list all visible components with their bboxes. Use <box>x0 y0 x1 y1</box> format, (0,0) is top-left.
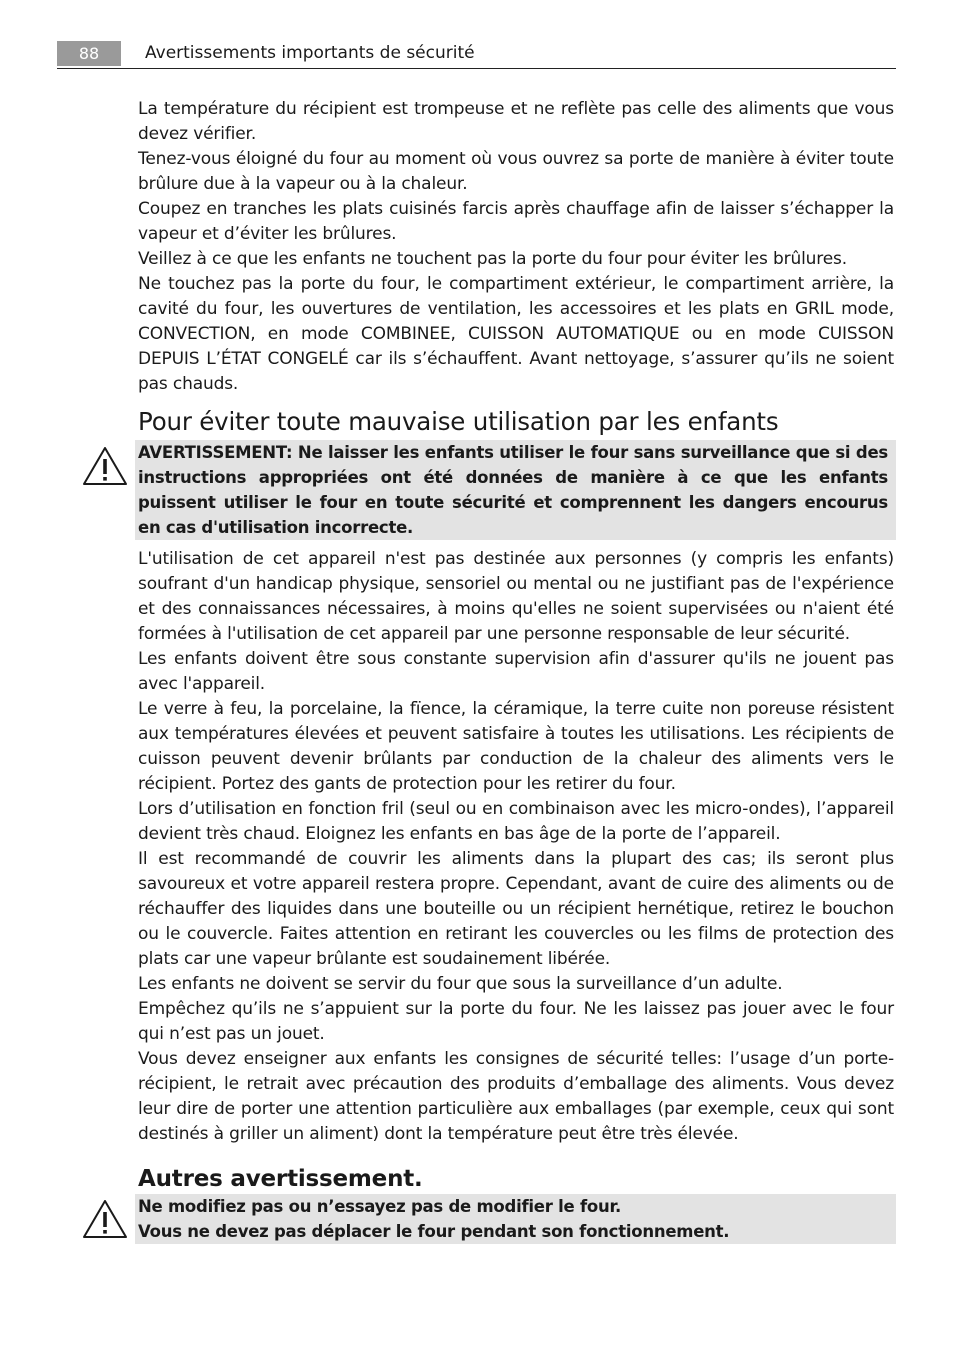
warning-triangle-icon <box>82 1199 128 1239</box>
body-paragraph: Les enfants doivent être sous constante supervision afin d'assurer qu'ils ne jouent pas avec l'appareil. <box>138 649 894 694</box>
running-title: Avertissements importants de sécurité <box>145 43 475 63</box>
body-paragraph: Le verre à feu, la porcelaine, la fïence, la céramique, la terre cuite non poreuse résistent aux températures élevées et peuvent satisfaire à toutes les utilisations. Les récipients de cuisson peuvent devenir brûlants par conduction de la chaleur des aliments vers le récipient. Portez des gants de protection pour les retirer du four. <box>138 699 894 794</box>
intro-paragraph: Coupez en tranches les plats cuisinés farcis après chauffage afin de laisser s’échapper la vapeur et d’éviter les brûlures. <box>138 199 894 244</box>
body-paragraph: L'utilisation de cet appareil n'est pas destinée aux personnes (y compris les enfants) soufrant d'un handicap physique, sensoriel ou mental ou ne justifiant pas de l'expérience et des connaissances nécessaires, à moins qu'elles ne soient supervisées ou n'aient été formées à l'utilisation de cet appareil par une personne responsable de leur sécurité. <box>138 549 894 644</box>
page-header <box>57 40 896 70</box>
section-title-other-warnings: Autres avertissement. <box>138 1166 423 1192</box>
body-paragraph: Les enfants ne doivent se servir du four que sous la surveillance d’un adulte. <box>138 974 783 994</box>
section-title-children: Pour éviter toute mauvaise utilisation par les enfants <box>138 407 779 436</box>
header-divider <box>57 68 896 69</box>
warning-text: AVERTISSEMENT: Ne laisser les enfants utiliser le four sans surveillance que si des instructions appropriées ont été données de manière à ce que les enfants puissent utiliser le four en toute sécurité et comprennent les dangers encourus en cas d'utilisation incorrecte. <box>138 443 888 537</box>
body-paragraph: Empêchez qu’ils ne s’appuient sur la porte du four. Ne les laissez pas jouer avec le four qui n’est pas un jouet. <box>138 999 894 1044</box>
intro-paragraph: Tenez-vous éloigné du four au moment où vous ouvrez sa porte de manière à éviter toute brûlure due à la vapeur ou à la chaleur. <box>138 149 894 194</box>
warning-box <box>135 440 896 540</box>
body-paragraph: Il est recommandé de couvrir les aliments dans la plupart des cas; ils seront plus savoureux et votre appareil restera propre. Cependant, avant de cuire des aliments ou de réchauffer des liquides dans une bouteille ou un récipient hernétique, retirez le bouchon ou le couvercle. Faites attention en retirant les couvercles ou les films de protection des plats car une vapeur brûlante est soudainement libérée. <box>138 849 894 969</box>
body-paragraph: Lors d’utilisation en fonction fril (seul ou en combinaison avec les micro-ondes), l’appareil devient très chaud. Eloignez les enfants en bas âge de la porte de l’appareil. <box>138 799 894 844</box>
intro-paragraph: La température du récipient est trompeuse et ne reflète pas celle des aliments que vous devez vérifier. <box>138 99 894 144</box>
page-number: 88 <box>57 41 121 66</box>
warning-triangle-icon <box>82 446 128 486</box>
intro-paragraph: Veillez à ce que les enfants ne touchent pas la porte du four pour éviter les brûlures. <box>138 249 848 269</box>
warning-text: Ne modifiez pas ou n’essayez pas de modifier le four. <box>138 1197 622 1216</box>
intro-paragraph: Ne touchez pas la porte du four, le compartiment extérieur, le compartiment arrière, la cavité du four, les ouvertures de ventilation, les accessoires et les plats en GRIL mode, CONVECTION, en mode COMBINEE, CUISSON AUTOMATIQUE ou en mode CUISSON DEPUIS L’ÉTAT CONGELÉ car ils s’échauffent. Avant nettoyage, s’assurer qu’ils ne soient pas chauds. <box>138 274 894 394</box>
warning-box <box>135 1194 896 1244</box>
main-content <box>138 97 894 1244</box>
warning-text: Vous ne devez pas déplacer le four pendant son fonctionnement. <box>138 1222 730 1241</box>
body-paragraph: Vous devez enseigner aux enfants les consignes de sécurité telles: l’usage d’un porte-récipient, le retrait avec précaution des produits d’emballage des aliments. Vous devez leur dire de porter une attention particulière aux emballages (par exemple, ceux qui sont destinés à griller un aliment) dont la température peut être très élevée. <box>138 1049 894 1144</box>
